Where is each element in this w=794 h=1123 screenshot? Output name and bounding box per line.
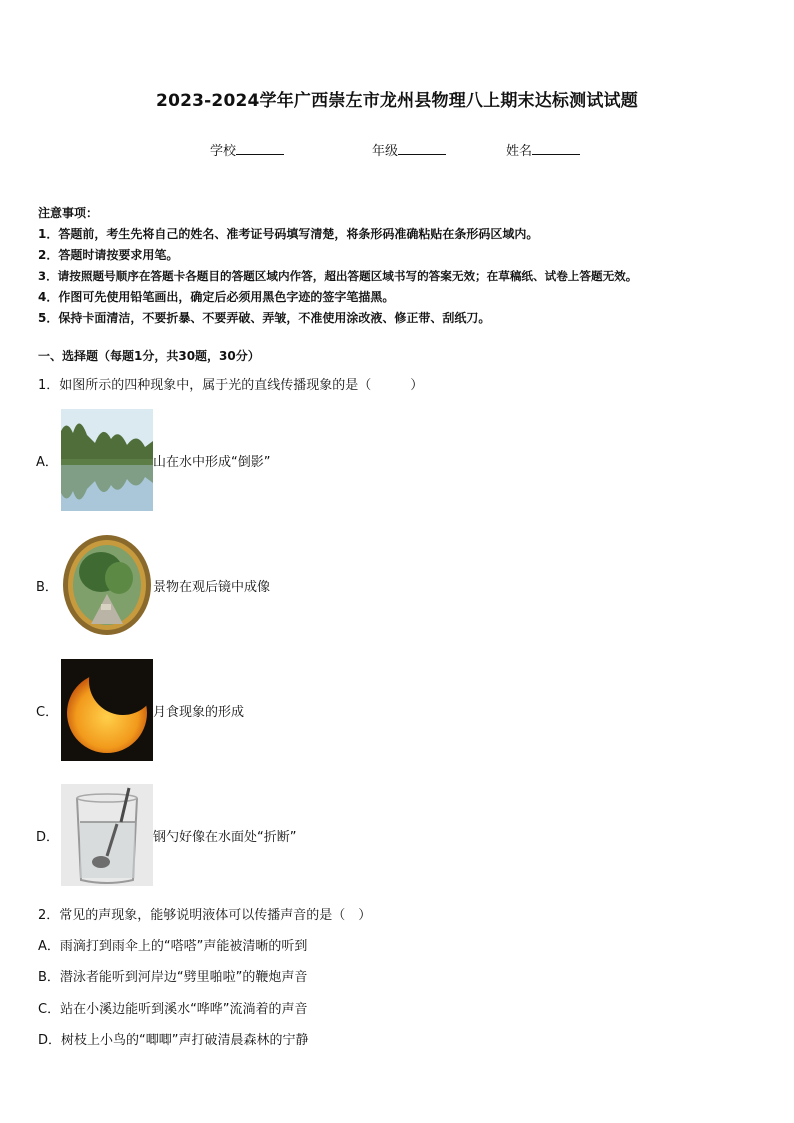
- question-2-choice-b: B．潜泳者能听到河岸边“劈里啪啦”的鞭炮声音: [38, 970, 308, 985]
- question-1-choice-c: [36, 658, 244, 762]
- section-heading: 一、选择题（每题1分，共30题，30分）: [38, 349, 260, 363]
- school-field: [210, 140, 284, 159]
- choice-letter: C．: [36, 704, 59, 720]
- notice-item: 4．作图可先使用铅笔画出，确定后必须用黑色字迹的签字笔描黑。: [38, 290, 395, 304]
- choice-text: 山在水中形成“倒影”: [153, 454, 271, 470]
- question-1-choice-b: [36, 533, 270, 637]
- notice-item: 2．答题时请按要求用笔。: [38, 248, 179, 262]
- choice-text: 钢勺好像在水面处“折断”: [153, 829, 297, 845]
- mountain-reflection-photo-icon: [61, 409, 153, 511]
- grade-blank: [398, 142, 446, 155]
- question-2-stem: 2．常见的声现象，能够说明液体可以传播声音的是（ ）: [38, 908, 372, 923]
- school-blank: [236, 142, 284, 155]
- question-2-choice-a: A．雨滴打到雨伞上的“嗒嗒”声能被清晰的听到: [38, 939, 308, 954]
- choice-letter: D．: [36, 829, 60, 845]
- choice-text: 月食现象的形成: [153, 704, 245, 720]
- name-blank: [532, 142, 580, 155]
- question-1-choice-a: [36, 408, 270, 512]
- notice-item: 5．保持卡面清洁，不要折暴、不要弄破、弄皱，不准使用涂改液、修正带、刮纸刀。: [38, 311, 491, 325]
- grade-field: [372, 140, 446, 159]
- rearview-mirror-photo-icon: [61, 534, 153, 636]
- spoon-in-glass-photo-icon: [61, 784, 153, 886]
- choice-letter: B．: [36, 579, 58, 595]
- school-label: 学校: [210, 144, 237, 159]
- eclipse-photo-icon: [61, 659, 153, 761]
- name-label: 姓名: [506, 144, 533, 159]
- question-1-stem: 1．如图所示的四种现象中，属于光的直线传播现象的是（ ）: [38, 378, 424, 393]
- notice-heading: 注意事项：: [38, 206, 99, 220]
- choice-text: 景物在观后镜中成像: [153, 579, 271, 595]
- notice-item: 3．请按照题号顺序在答题卡各题目的答题区域内作答，超出答题区域书写的答案无效；在草稿纸、试卷上答题无效。: [38, 269, 638, 283]
- question-2-choice-d: D．树枝上小鸟的“唧唧”声打破清晨森林的宁静: [38, 1033, 309, 1048]
- question-1-choice-d: [36, 783, 296, 887]
- choice-letter: A．: [36, 454, 58, 470]
- notice-block: [38, 203, 768, 329]
- page-title: 2023-2024学年广西崇左市龙州县物理八上期末达标测试试题: [156, 91, 638, 111]
- notice-item: 1．答题前，考生先将自己的姓名、准考证号码填写清楚，将条形码准确粘贴在条形码区域内。: [38, 227, 539, 241]
- name-field: [506, 140, 580, 159]
- question-2-choice-c: C．站在小溪边能听到溪水“哗哗”流淌着的声音: [38, 1002, 308, 1017]
- grade-label: 年级: [372, 144, 399, 159]
